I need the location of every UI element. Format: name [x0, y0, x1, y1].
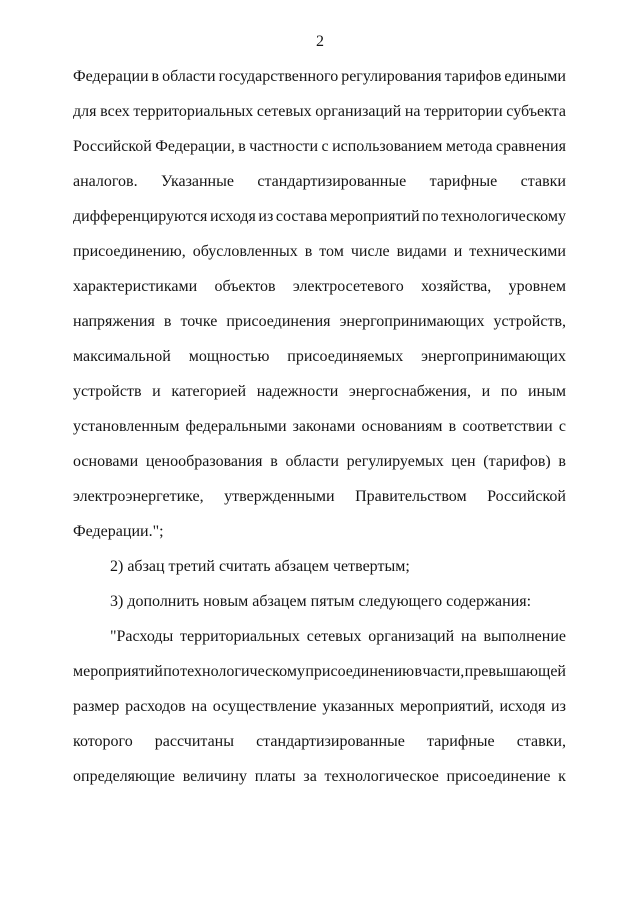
word: из	[551, 698, 566, 715]
word: территориальных	[180, 628, 300, 645]
word: Федерации,	[155, 138, 235, 155]
word: которого	[73, 733, 133, 750]
word: надежности	[256, 383, 339, 400]
word: в	[238, 138, 246, 155]
word: мероприятий,	[399, 698, 494, 715]
word: государственного	[218, 68, 339, 85]
word: всех	[100, 103, 130, 120]
word: регулируемых	[346, 453, 444, 470]
word: для	[73, 103, 97, 120]
word: состава	[275, 208, 328, 225]
word: по	[163, 663, 180, 680]
word: присоединение	[446, 768, 551, 785]
word: энергоснабжения,	[348, 383, 471, 400]
word: основаниям	[361, 418, 443, 435]
word: Российской	[73, 138, 152, 155]
word: характеристиками	[73, 278, 198, 295]
word: сетевых	[256, 103, 312, 120]
word: метода	[445, 138, 493, 155]
word: цен	[451, 453, 476, 470]
word: ставки	[520, 173, 566, 190]
word: стандартизированные	[257, 173, 407, 190]
text-line	[73, 199, 566, 234]
text-line	[73, 409, 566, 444]
word: едиными	[504, 68, 566, 85]
word: стандартизированные	[256, 733, 405, 750]
document-content	[73, 59, 566, 794]
word: субъекта	[506, 103, 566, 120]
word: области	[285, 453, 339, 470]
word: осуществление	[212, 698, 317, 715]
word: максимальной	[73, 348, 171, 365]
text-line	[73, 269, 566, 304]
word: Федерации	[73, 68, 149, 85]
word: в	[304, 243, 313, 260]
word: и	[481, 383, 491, 400]
word: платы	[254, 768, 296, 785]
word: размер	[73, 698, 120, 715]
word: организаций	[368, 628, 455, 645]
word: основами	[73, 453, 139, 470]
word: точке	[180, 313, 218, 330]
word: мероприятий	[73, 663, 163, 680]
word: организаций	[315, 103, 402, 120]
word: обусловленных	[192, 243, 298, 260]
word: тарифные	[429, 173, 498, 190]
word: энергопринимающих	[421, 348, 566, 365]
word: по	[422, 208, 439, 225]
word: выполнение	[483, 628, 566, 645]
word: ценообразования	[145, 453, 263, 470]
word: Указанные	[161, 173, 234, 190]
word: области	[162, 68, 216, 85]
word: (тарифов)	[483, 453, 551, 470]
word: Правительством	[355, 488, 467, 505]
word: исходя	[209, 208, 256, 225]
word: исходя	[499, 698, 546, 715]
word: тарифные	[426, 733, 495, 750]
word: тарифов	[444, 68, 502, 85]
word: электроэнергетике,	[73, 488, 204, 505]
text-line	[73, 129, 566, 164]
text-line: 3) дополнить новым абзацем пятым следующего содержания:	[110, 593, 532, 610]
word: технологическое	[324, 768, 439, 785]
word: на	[191, 698, 208, 715]
word: присоединяемых	[287, 348, 404, 365]
text-line	[73, 164, 566, 199]
text-line	[73, 654, 566, 689]
word: устройств,	[493, 313, 566, 330]
word: расходов	[125, 698, 186, 715]
text-line	[73, 374, 566, 409]
word: к	[558, 768, 566, 785]
text-line: 2) абзац третий считать абзацем четвертым;	[110, 558, 410, 575]
word: мощностью	[188, 348, 270, 365]
word: категорией	[171, 383, 247, 400]
page-number: 2	[316, 33, 324, 50]
text-line	[73, 304, 566, 339]
word: на	[460, 628, 477, 645]
word: территории	[424, 103, 503, 120]
word: в	[414, 663, 423, 680]
word: сравнения	[496, 138, 566, 155]
word: в	[151, 68, 160, 85]
word: утвержденными	[224, 488, 335, 505]
text-line	[73, 724, 566, 759]
word: технологическому	[180, 663, 305, 680]
word: законами	[292, 418, 356, 435]
word: присоединению	[305, 663, 415, 680]
text-line	[73, 444, 566, 479]
word: в	[558, 453, 566, 470]
word: числе	[350, 243, 390, 260]
word: дифференцируются	[73, 208, 208, 225]
word: превышающей	[464, 663, 566, 680]
word: техническими	[469, 243, 566, 260]
text-line: Федерации.";	[73, 523, 164, 540]
word: иным	[527, 383, 566, 400]
word: части,	[422, 663, 465, 680]
word: рассчитаны	[154, 733, 234, 750]
word: технологическому	[441, 208, 566, 225]
text-line	[73, 234, 566, 269]
word: том	[319, 243, 344, 260]
text-line	[73, 479, 566, 514]
word: напряжения	[73, 313, 155, 330]
word: электросетевого	[292, 278, 404, 295]
word: величину	[182, 768, 247, 785]
word: аналогов.	[73, 173, 138, 190]
word: частности	[249, 138, 319, 155]
word: присоединения	[226, 313, 331, 330]
word: с	[321, 138, 329, 155]
word: федеральными	[185, 418, 287, 435]
word: "Расходы	[110, 628, 174, 645]
word: объектов	[214, 278, 276, 295]
word: с	[558, 418, 566, 435]
word: мероприятий	[329, 208, 420, 225]
word: присоединению,	[73, 243, 186, 260]
word: из	[258, 208, 274, 225]
text-line	[73, 619, 566, 654]
word: использованием	[332, 138, 443, 155]
word: определяющие	[73, 768, 175, 785]
word: и	[152, 383, 161, 400]
word: за	[303, 768, 317, 785]
word: устройств	[73, 383, 142, 400]
text-line	[73, 59, 566, 94]
text-line	[73, 94, 566, 129]
word: энергопринимающих	[339, 313, 485, 330]
word: Российской	[487, 488, 566, 505]
word: в	[163, 313, 172, 330]
text-line	[73, 339, 566, 374]
text-line	[73, 689, 566, 724]
word: по	[500, 383, 518, 400]
word: регулирования	[341, 68, 442, 85]
word: в	[270, 453, 278, 470]
word: видами	[396, 243, 447, 260]
word: уровнем	[508, 278, 566, 295]
word: территориальных	[133, 103, 254, 120]
word: хозяйства,	[421, 278, 492, 295]
word: сетевых	[306, 628, 362, 645]
word: установленным	[73, 418, 180, 435]
word: в	[448, 418, 457, 435]
text-line	[73, 759, 566, 794]
word: ставки,	[516, 733, 566, 750]
word: и	[453, 243, 463, 260]
word: соответствии	[462, 418, 553, 435]
word: указанных	[322, 698, 395, 715]
word: на	[404, 103, 421, 120]
